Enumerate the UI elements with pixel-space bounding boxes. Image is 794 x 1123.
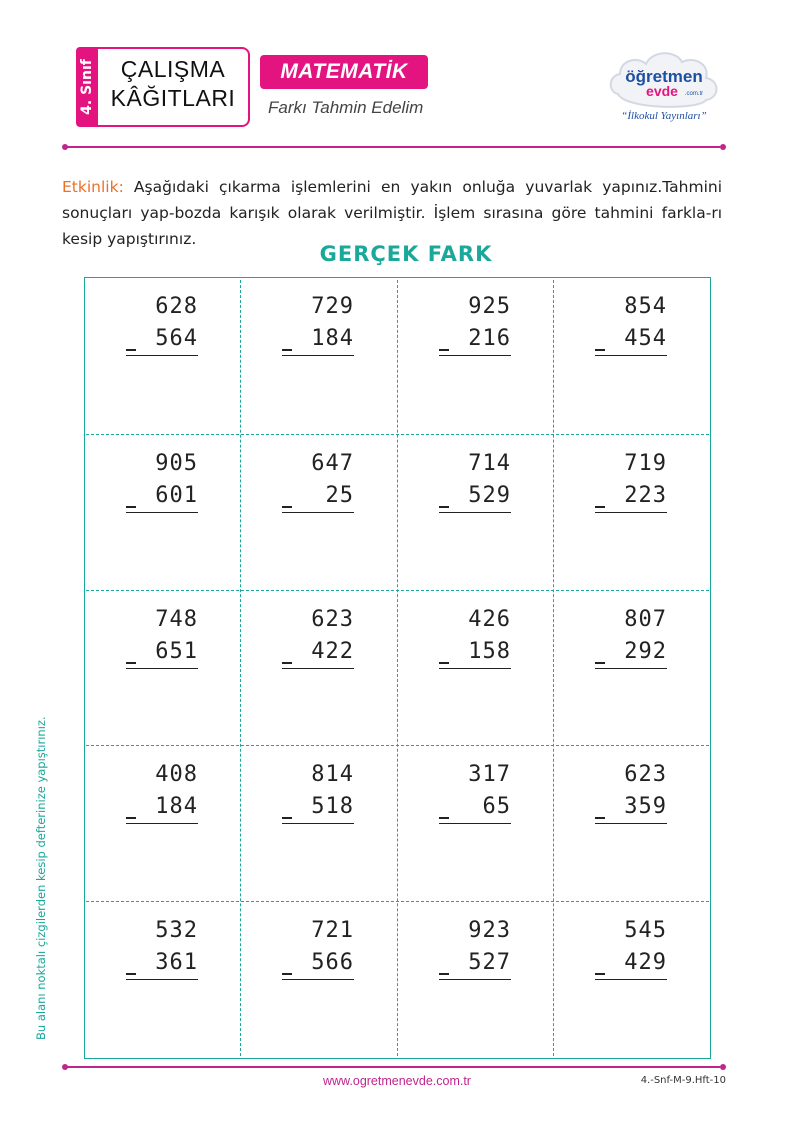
subtrahend: 518: [282, 791, 354, 824]
logo-brand-bottom: evde: [646, 83, 678, 99]
subtraction-problem: [282, 759, 354, 824]
problem-cell: [397, 901, 553, 1058]
grade-label: 4. Sınıf: [79, 59, 95, 115]
minus-sign: [595, 662, 605, 664]
page-code: 4.-Snf-M-9.Hft-10: [640, 1075, 726, 1086]
minuend: 748: [155, 607, 198, 632]
grid-title: GERÇEK FARK: [319, 242, 493, 266]
divider-dot-right: [720, 1064, 726, 1070]
subtrahend: 422: [282, 636, 354, 669]
minuend: 807: [624, 607, 667, 632]
subtrahend: 566: [282, 947, 354, 980]
website-link[interactable]: www.ogretmenevde.com.tr: [323, 1074, 471, 1088]
minuend: 854: [624, 294, 667, 319]
subtrahend: 184: [282, 323, 354, 356]
subtraction-problem: [282, 604, 354, 669]
subtrahend: 564: [126, 323, 198, 356]
problem-cell: [240, 277, 396, 434]
subtrahend: 361: [126, 947, 198, 980]
problem-cell: [84, 901, 240, 1058]
activity-instruction: [62, 174, 722, 252]
minuend: 532: [155, 918, 198, 943]
minus-sign: [439, 662, 449, 664]
minus-sign: [595, 973, 605, 975]
minus-sign: [282, 662, 292, 664]
minus-sign: [126, 817, 136, 819]
subtraction-problem: [282, 291, 354, 356]
cutting-instruction: Bu alanı noktalı çizgilerden kesip defterinize yapıştırınız.: [34, 716, 48, 1040]
minuend: 628: [155, 294, 198, 319]
minuend: 923: [468, 918, 511, 943]
subtraction-problem: [595, 604, 667, 669]
subtrahend: 651: [126, 636, 198, 669]
publisher-logo: [604, 44, 724, 130]
problem-cell: [397, 745, 553, 902]
subtrahend: 529: [439, 480, 511, 513]
minus-sign: [595, 349, 605, 351]
minuend: 623: [311, 607, 354, 632]
minus-sign: [282, 506, 292, 508]
subtraction-problem: [282, 915, 354, 980]
minus-sign: [126, 973, 136, 975]
problem-cell: [553, 590, 709, 747]
minus-sign: [439, 817, 449, 819]
subtrahend: 601: [126, 480, 198, 513]
minuend: 426: [468, 607, 511, 632]
minus-sign: [282, 817, 292, 819]
minuend: 647: [311, 451, 354, 476]
problem-cell: [240, 590, 396, 747]
minus-sign: [595, 506, 605, 508]
minuend: 714: [468, 451, 511, 476]
minus-sign: [282, 973, 292, 975]
grade-tab: [76, 47, 98, 127]
header-divider: [66, 146, 720, 148]
title-line-2: KÂĞITLARI: [110, 85, 236, 111]
subtrahend: 292: [595, 636, 667, 669]
subject-badge: MATEMATİK: [260, 55, 428, 89]
subtrahend: 65: [439, 791, 511, 824]
problem-cell: [84, 277, 240, 434]
problem-cell: [397, 434, 553, 591]
problem-cell: [553, 434, 709, 591]
minus-sign: [126, 349, 136, 351]
subtraction-problem: [595, 448, 667, 513]
subtrahend: 158: [439, 636, 511, 669]
subtraction-problem: [282, 448, 354, 513]
subtraction-problem: [595, 915, 667, 980]
subtraction-problem: [126, 759, 198, 824]
minuend: 729: [311, 294, 354, 319]
subtrahend: 527: [439, 947, 511, 980]
minuend: 545: [624, 918, 667, 943]
minus-sign: [439, 506, 449, 508]
subtraction-problem: [439, 604, 511, 669]
subtrahend: 359: [595, 791, 667, 824]
subtraction-problem: [595, 291, 667, 356]
subtrahend: 25: [282, 480, 354, 513]
problem-cell: [84, 434, 240, 591]
worksheet-title: [98, 47, 250, 127]
subtrahend: 223: [595, 480, 667, 513]
problem-cell: [397, 590, 553, 747]
topic-title: Farkı Tahmin Edelim: [268, 98, 424, 117]
activity-label: Etkinlik:: [62, 178, 124, 196]
activity-text: Aşağıdaki çıkarma işlemlerini en yakın onluğa yuvarlak yapınız.Tahmini sonuçları yap-bozda karışık olarak verilmiştir. İşlem sırasına göre tahmini farkla-rı kesip yapıştırınız.: [62, 178, 722, 248]
subtrahend: 429: [595, 947, 667, 980]
problem-cell: [553, 277, 709, 434]
minuend: 408: [155, 762, 198, 787]
minus-sign: [282, 349, 292, 351]
minus-sign: [439, 973, 449, 975]
minuend: 719: [624, 451, 667, 476]
subtraction-problem: [439, 291, 511, 356]
minus-sign: [126, 662, 136, 664]
problem-cell: [240, 434, 396, 591]
minuend: 905: [155, 451, 198, 476]
minuend: 317: [468, 762, 511, 787]
logo-domain: .com.tr: [684, 91, 704, 97]
subtraction-problem: [126, 604, 198, 669]
subtrahend: 184: [126, 791, 198, 824]
problem-cell: [397, 277, 553, 434]
title-line-1: ÇALIŞMA: [120, 56, 226, 82]
minuend: 721: [311, 918, 354, 943]
subtraction-problem: [595, 759, 667, 824]
problem-cell: [240, 901, 396, 1058]
minuend: 814: [311, 762, 354, 787]
problem-cell: [84, 590, 240, 747]
subtraction-problem: [126, 291, 198, 356]
divider-dot-left: [62, 144, 68, 150]
subtraction-problem: [439, 448, 511, 513]
logo-tagline: “İlkokul Yayınları”: [621, 110, 707, 122]
minus-sign: [126, 506, 136, 508]
problem-cell: [240, 745, 396, 902]
problem-cell: [553, 745, 709, 902]
subtrahend: 216: [439, 323, 511, 356]
subtrahend: 454: [595, 323, 667, 356]
minuend: 623: [624, 762, 667, 787]
divider-dot-right: [720, 144, 726, 150]
minuend: 925: [468, 294, 511, 319]
problem-cell: [553, 901, 709, 1058]
subtraction-problem: [439, 915, 511, 980]
problem-cell: [84, 745, 240, 902]
subtraction-problem: [126, 448, 198, 513]
subtraction-problem: [439, 759, 511, 824]
subtraction-problem: [126, 915, 198, 980]
divider-dot-left: [62, 1064, 68, 1070]
logo-brand-top: öğretmen: [625, 67, 703, 86]
minus-sign: [595, 817, 605, 819]
minus-sign: [439, 349, 449, 351]
footer-divider: [66, 1066, 720, 1068]
